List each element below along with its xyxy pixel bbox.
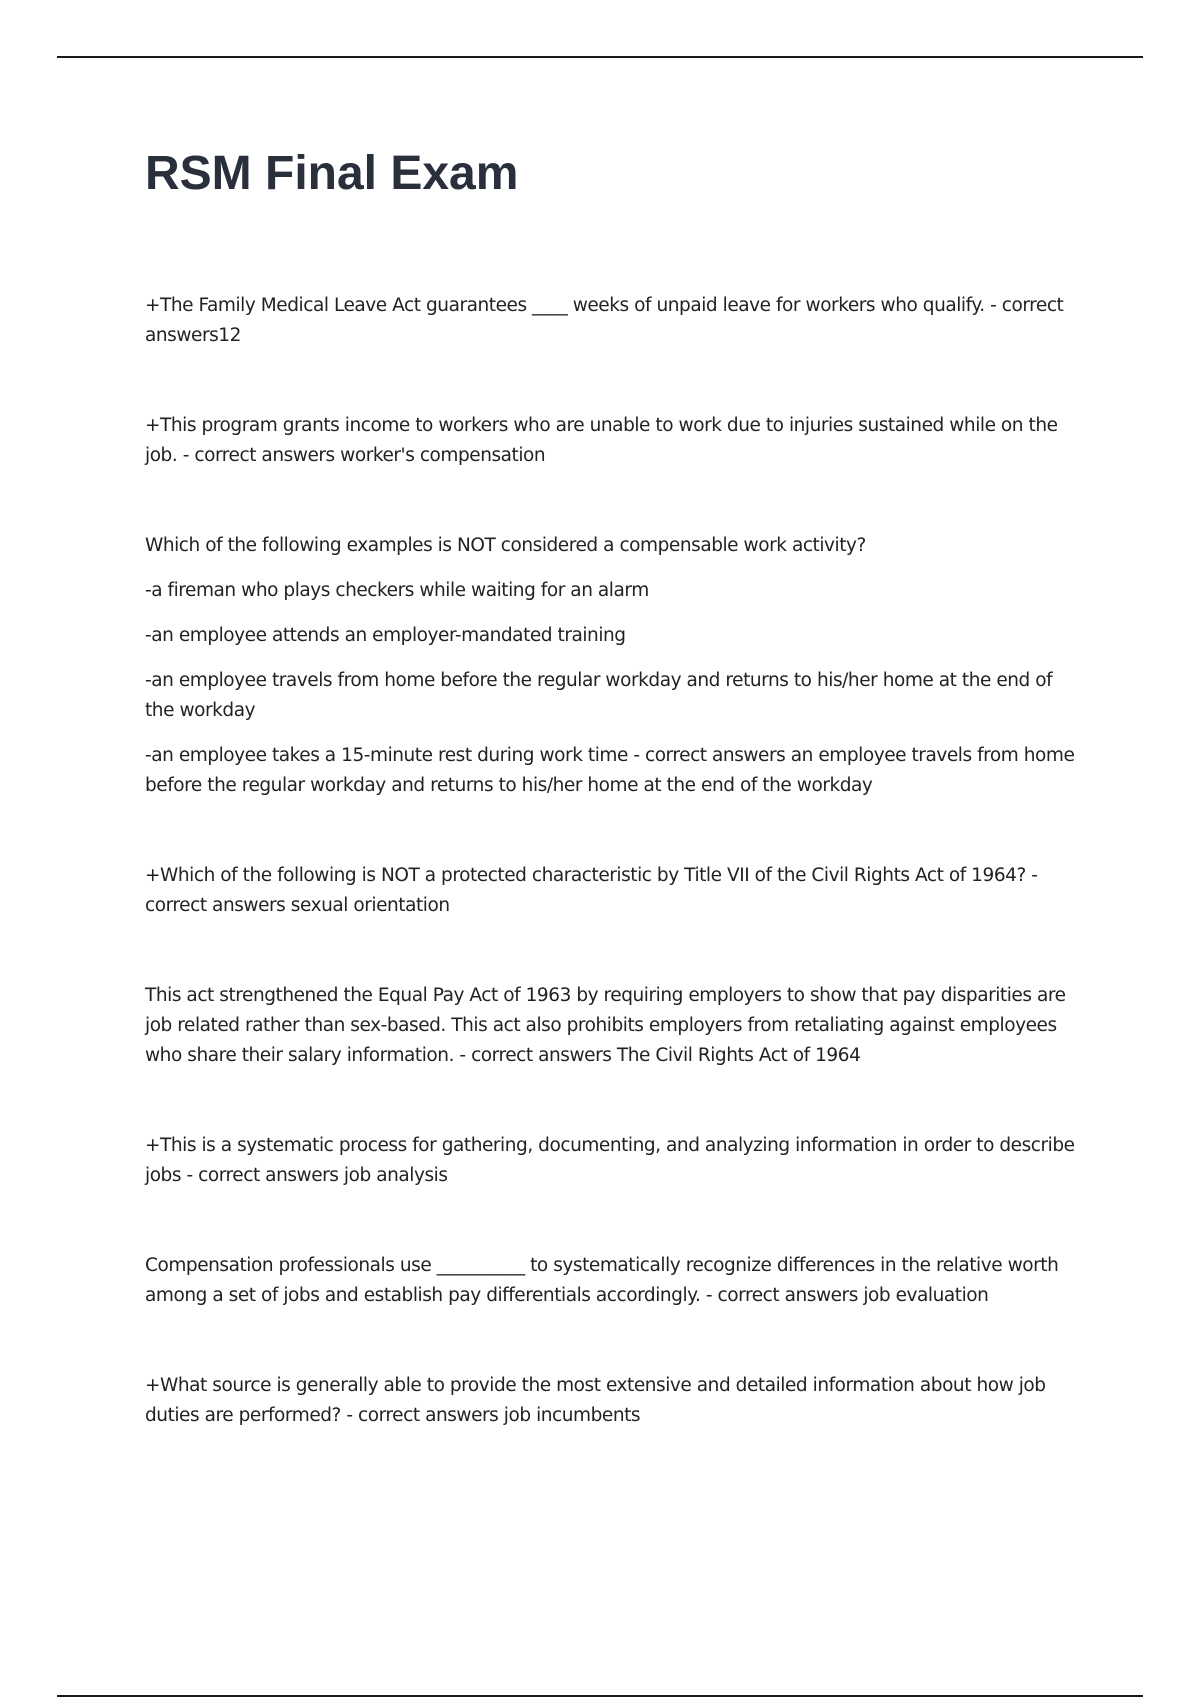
question-item bbox=[145, 291, 1085, 351]
question-item bbox=[145, 1251, 1085, 1311]
question-item bbox=[145, 531, 1085, 801]
question-item bbox=[145, 1131, 1085, 1191]
question-text: This act strengthened the Equal Pay Act of 1963 by requiring employers to show that pay disparities are job related rather than sex-based. This act also prohibits employers from retaliating against employees who share their salary information. - correct answers The Civil Rights Act of 1964 bbox=[145, 985, 1066, 1066]
question-item bbox=[145, 861, 1085, 921]
question-text: Compensation professionals use __________ to systematically recognize differences in the relative worth among a set of jobs and establish pay differentials accordingly. - correct answers job evaluation bbox=[145, 1255, 1059, 1306]
answer-option: -an employee attends an employer-mandated training bbox=[145, 625, 626, 646]
question-item bbox=[145, 411, 1085, 471]
question-text: +Which of the following is NOT a protected characteristic by Title VII of the Civil Rights Act of 1964? - correct answers sexual orientation bbox=[145, 865, 1038, 916]
answer-option: -an employee travels from home before the regular workday and returns to his/her home at the end of the workday bbox=[145, 670, 1053, 721]
question-text: +This is a systematic process for gathering, documenting, and analyzing information in order to describe jobs - correct answers job analysis bbox=[145, 1135, 1075, 1186]
question-text: +This program grants income to workers who are unable to work due to injuries sustained while on the job. - correct answers worker's compensation bbox=[145, 415, 1058, 466]
question-text: +What source is generally able to provide the most extensive and detailed information about how job duties are performed? - correct answers job incumbents bbox=[145, 1375, 1046, 1426]
question-item bbox=[145, 981, 1085, 1071]
question-list bbox=[145, 291, 1085, 1491]
page-title: RSM Final Exam bbox=[145, 147, 519, 200]
answer-option: -a fireman who plays checkers while waiting for an alarm bbox=[145, 580, 649, 601]
answer-option: -an employee takes a 15-minute rest during work time - correct answers an employee travels from home before the regular workday and returns to his/her home at the end of the workday bbox=[145, 745, 1075, 796]
bottom-rule bbox=[57, 1695, 1143, 1697]
question-item bbox=[145, 1371, 1085, 1431]
top-rule bbox=[57, 56, 1143, 58]
question-text: +The Family Medical Leave Act guarantees ____ weeks of unpaid leave for workers who qualify. - correct answers12 bbox=[145, 295, 1064, 346]
question-text: Which of the following examples is NOT considered a compensable work activity? bbox=[145, 535, 866, 556]
